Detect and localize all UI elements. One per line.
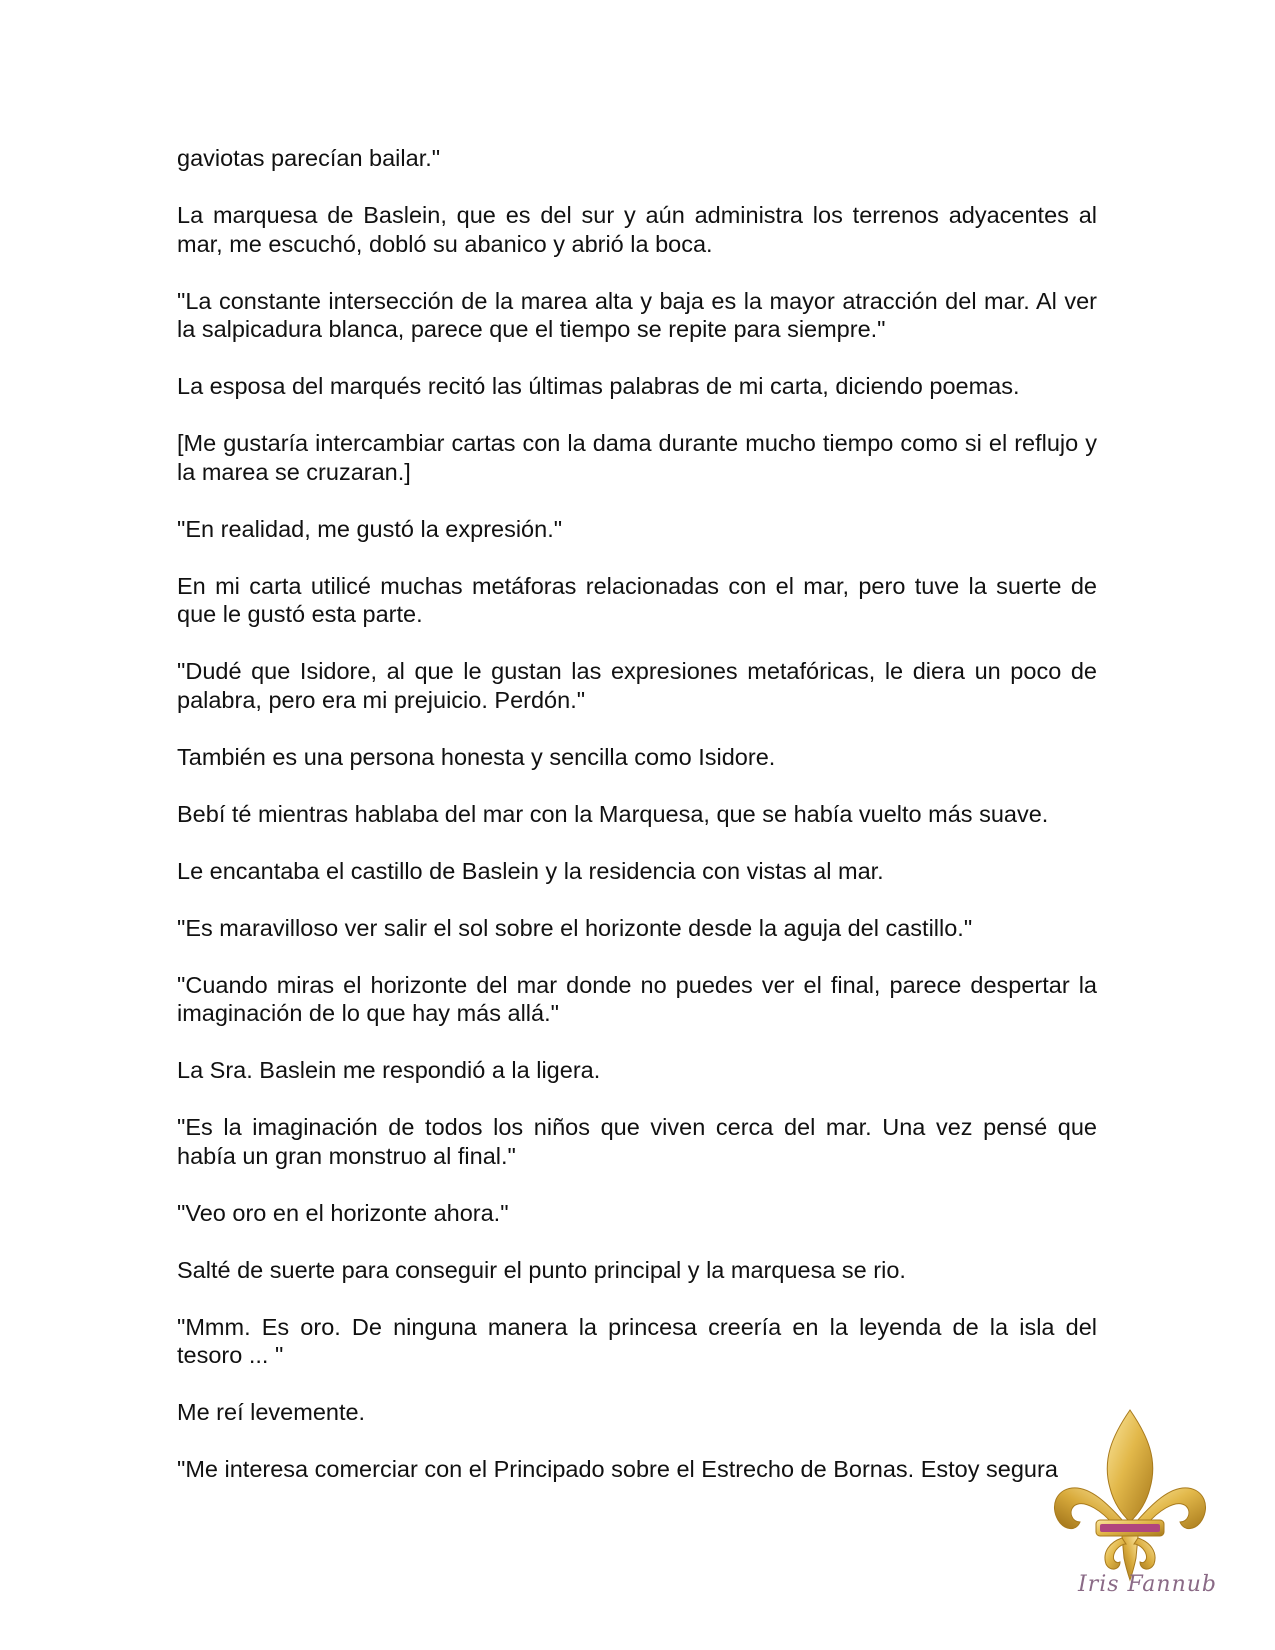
paragraph: La marquesa de Baslein, que es del sur y aún administra los terrenos adyacentes al mar, me escuchó, dobló su abanico y abrió la boca. <box>177 202 1097 257</box>
paragraph: "Es la imaginación de todos los niños que viven cerca del mar. Una vez pensé que había un gran monstruo al final." <box>177 1114 1097 1169</box>
paragraph: "Es maravilloso ver salir el sol sobre el horizonte desde la aguja del castillo." <box>177 914 973 941</box>
paragraph: Me reí levemente. <box>177 1399 366 1425</box>
paragraph: "Me interesa comerciar con el Principado sobre el Estrecho de Bornas. Estoy segura <box>177 1456 1058 1482</box>
paragraph: "Cuando miras el horizonte del mar donde no puedes ver el final, parece despertar la imaginación de lo que hay más allá." <box>177 971 1097 1026</box>
paragraph: Bebí té mientras hablaba del mar con la Marquesa, que se había vuelto más suave. <box>177 800 1049 827</box>
paragraph: "En realidad, me gustó la expresión." <box>177 515 563 542</box>
paragraph: "Mmm. Es oro. De ninguna manera la princesa creería en la leyenda de la isla del tesoro ... " <box>177 1313 1097 1368</box>
paragraph: gaviotas parecían bailar." <box>177 145 441 171</box>
paragraph: "Dudé que Isidore, al que le gustan las expresiones metafóricas, le diera un poco de palabra, pero era mi prejuicio. Perdón." <box>177 658 1097 713</box>
paragraph: La Sra. Baslein me respondió a la ligera. <box>177 1057 601 1083</box>
paragraph: Le encantaba el castillo de Baslein y la residencia con vistas al mar. <box>177 857 884 884</box>
watermark-signature: Iris Fannub <box>1078 1572 1218 1597</box>
paragraph: [Me gustaría intercambiar cartas con la dama durante mucho tiempo como si el reflujo y la marea se cruzaran.] <box>177 430 1097 485</box>
paragraph: En mi carta utilicé muchas metáforas relacionadas con el mar, pero tuve la suerte de que le gustó esta parte. <box>177 572 1097 627</box>
paragraph: "Veo oro en el horizonte ahora." <box>177 1199 509 1226</box>
paragraph: Salté de suerte para conseguir el punto principal y la marquesa se rio. <box>177 1256 906 1283</box>
paragraph: "La constante intersección de la marea alta y baja es la mayor atracción del mar. Al ver la salpicadura blanca, parece que el tiempo se repite para siempre." <box>177 287 1097 342</box>
paragraph: La esposa del marqués recitó las últimas palabras de mi carta, diciendo poemas. <box>177 373 1020 399</box>
document-body <box>177 144 1097 1484</box>
paragraph: También es una persona honesta y sencilla como Isidore. <box>177 743 776 770</box>
